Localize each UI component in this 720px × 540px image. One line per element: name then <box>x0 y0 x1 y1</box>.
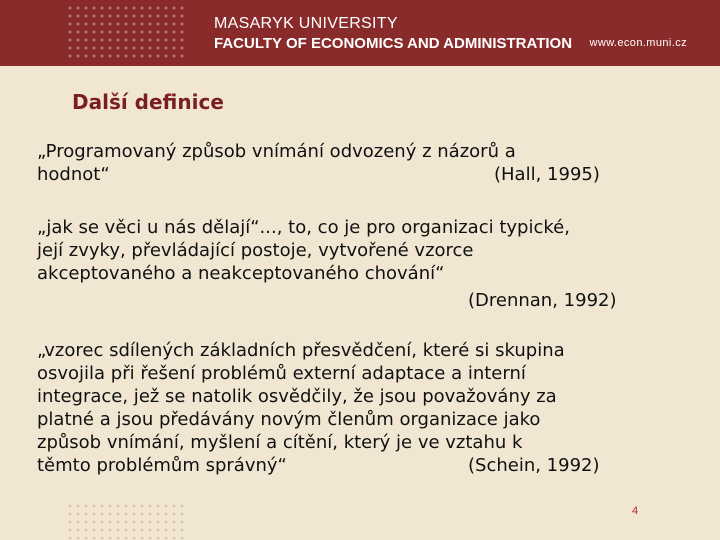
header-bar <box>0 0 720 66</box>
website-url: www.econ.muni.cz <box>589 37 687 49</box>
faculty-name: FACULTY OF ECONOMICS AND ADMINISTRATION <box>214 35 573 52</box>
definition-line <box>37 163 707 186</box>
definition-text: těmto problémům správný“ <box>37 455 287 476</box>
page-number: 4 <box>632 505 639 517</box>
definition-line: „Programovaný způsob vnímání odvozený z názorů a <box>37 141 516 162</box>
logo-dot-pattern <box>66 4 186 62</box>
definition-line: „vzorec sdílených základních přesvědčení, které si skupina <box>37 340 565 361</box>
definition-line: osvojila při řešení problémů externí adaptace a interní <box>37 363 526 384</box>
definition-line <box>37 285 707 313</box>
definition-schein <box>37 339 707 477</box>
footer-dot-pattern <box>66 502 186 540</box>
definition-drennan <box>37 216 707 313</box>
definition-line: integrace, jež se natolik osvědčily, že jsou považovány za <box>37 386 557 407</box>
university-name: MASARYK UNIVERSITY <box>214 15 398 32</box>
definition-line: způsob vnímání, myšlení a cítění, který je ve vztahu k <box>37 432 523 453</box>
citation-schein: (Schein, 1992) <box>468 455 600 476</box>
definition-text: hodnot“ <box>37 164 110 185</box>
definition-line: platné a jsou předávány novým členům organizace jako <box>37 409 541 430</box>
slide-content <box>37 140 707 499</box>
definition-line <box>37 454 707 477</box>
citation-drennan: (Drennan, 1992) <box>468 290 617 311</box>
definition-line: „jak se věci u nás dělají“..., to, co je pro organizaci typické, <box>37 217 570 238</box>
citation-hall: (Hall, 1995) <box>494 164 600 185</box>
definition-line: akceptovaného a neakceptovaného chování“ <box>37 263 445 284</box>
slide-title: Další definice <box>72 90 224 114</box>
definition-line: její zvyky, převládající postoje, vytvořené vzorce <box>37 240 474 261</box>
definition-hall <box>37 140 707 186</box>
